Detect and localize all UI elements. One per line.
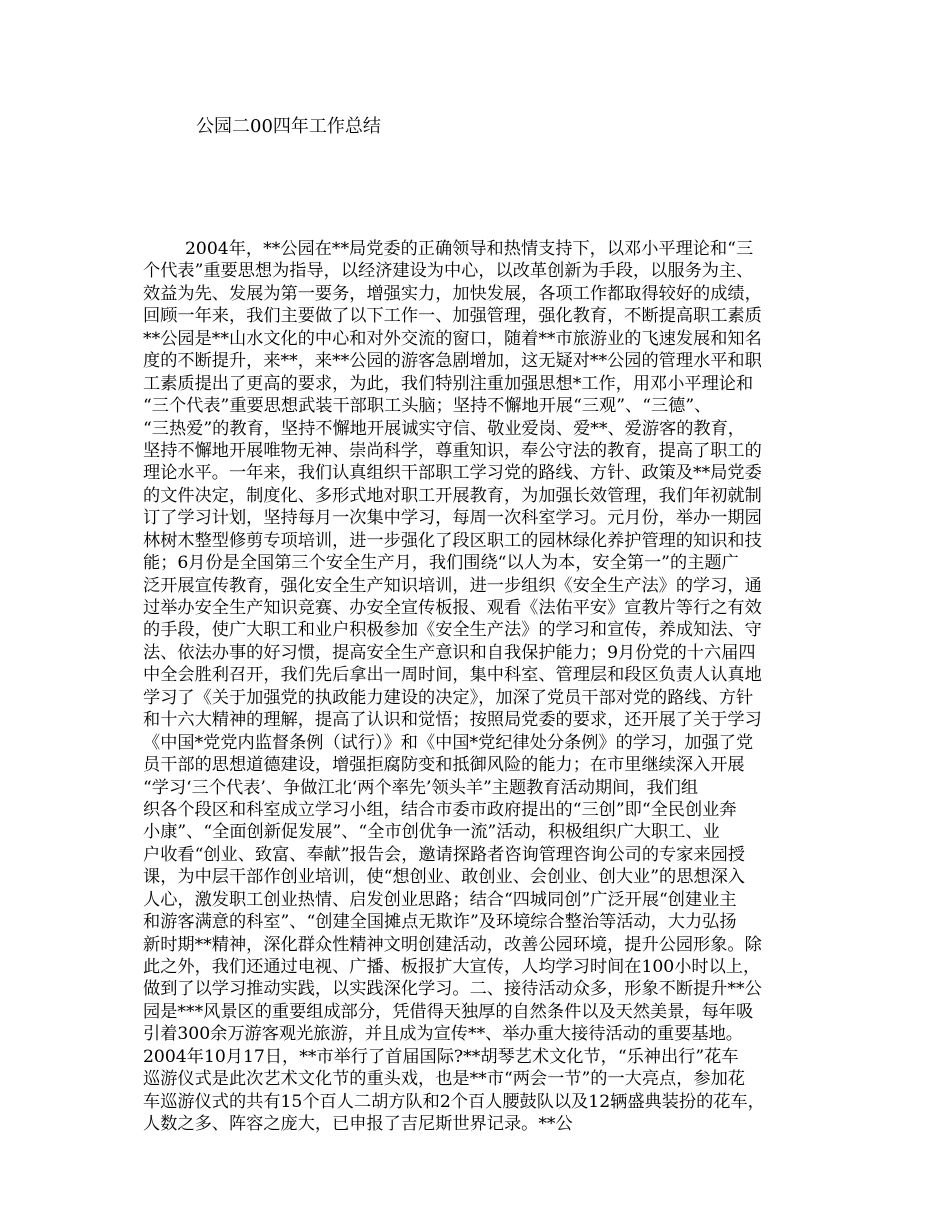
body-line: 2004年，**公园在**局党委的正确领导和热情支持下，以邓小平理论和“三 [185, 239, 754, 259]
body-line: “三个代表”重要思想武装干部职工头脑；坚持不懈地开展“三观”、“三德”、 [143, 396, 712, 417]
body-line: “学习‘三个代表’、争做江北‘两个率先’领头羊”主题教育活动期间，我们组 [143, 777, 699, 798]
body-line: 个代表”重要思想为指导，以经济建设为中心，以改革创新为手段，以服务为主、 [143, 261, 754, 282]
body-line: 人心，激发职工创业热情、启发创业思路；结合“四城同创”广泛开展“创建业主 [143, 889, 737, 910]
document-title: 公园二00四年工作总结 [196, 116, 381, 137]
body-line: 坚持不懈地开展唯物无神、崇尚科学，尊重知识，奉公守法的教育，提高了职工的 [143, 440, 762, 461]
body-line: 织各个段区和科室成立学习小组，结合市委市政府提出的“三创”即“全民创业奔 [143, 799, 737, 820]
body-line: 理论水平。一年来，我们认真组织干部职工学习党的路线、方针、政策及**局党委 [143, 463, 762, 484]
body-line: 的文件决定，制度化、多形式地对职工开展教育，为加强长效管理，我们年初就制 [143, 485, 762, 506]
body-line: 回顾一年来，我们主要做了以下工作一、加强管理，强化教育，不断提高职工素质 [143, 306, 762, 327]
body-line: 工素质提出了更高的要求，为此，我们特别注重加强思想*工作，用邓小平理论和 [143, 373, 754, 394]
body-line: 户收看“创业、致富、奉献”报告会，邀请探路者咨询管理咨询公司的专家来园授 [143, 844, 745, 865]
body-line: 做到了以学习推动实践，以实践深化学习。二、接待活动众多，形象不断提升**公 [143, 979, 762, 1000]
body-line: 度的不断提升，来**，来**公园的游客急剧增加，这无疑对**公园的管理水平和职 [143, 351, 762, 372]
body-line: 的手段，使广大职工和业户积极参加《安全生产法》的学习和宣传，养成知法、守 [143, 620, 762, 641]
body-line: 车巡游仪式的共有15个百人二胡方队和2个百人腰鼓队以及12辆盛典装扮的花车， [143, 1091, 765, 1112]
body-line: 2004年10月17日，**市举行了首届国际?**胡琴艺术文化节，“乐神出行”花车 [143, 1046, 739, 1067]
body-line: 人数之多、阵容之庞大，已申报了吉尼斯世界记录。**公 [143, 1114, 573, 1135]
body-line: 引着300余万游客观光旅游，并且成为宣传**、举办重大接待活动的重要基地。 [143, 1024, 743, 1045]
body-line: 和十六大精神的理解，提高了认识和觉悟；按照局党委的要求，还开展了关于学习 [143, 710, 762, 731]
body-line: 园是***风景区的重要组成部分，凭借得天独厚的自然条件以及天然美景，每年吸 [143, 1001, 754, 1022]
body-line: 能；6月份是全国第三个安全生产月，我们围绕“以人为本，安全第一”的主题广 [143, 553, 739, 574]
body-line: 过举办安全生产知识竞赛、办安全宣传板报、观看《法佑平安》宣教片等行之有效 [143, 598, 762, 618]
body-line: 《中国*党党内监督条例（试行）》和《中国*党纪律处分条例》的学习，加强了党 [143, 732, 754, 753]
body-line: 新时期**精神，深化群众性精神文明创建活动，改善公园环境，提升公园形象。除 [143, 934, 762, 955]
body-line: 课，为中层干部作创业培训，使“想创业、敢创业、会创业、创大业”的思想深入 [143, 867, 745, 888]
body-line: 泛开展宣传教育，强化安全生产知识培训，进一步组织《安全生产法》的学习，通 [143, 575, 762, 596]
body-line: 巡游仪式是此次艺术文化节的重头戏，也是**市“两会一节”的一大亮点，参加花 [143, 1069, 745, 1090]
body-line: 此之外，我们还通过电视、广播、板报扩大宣传，人均学习时间在100小时以上， [143, 957, 761, 977]
body-line: 员干部的思想道德建设，增强拒腐防变和抵御风险的能力；在市里继续深入开展 [143, 755, 745, 776]
body-line: 林树木整型修剪专项培训，进一步强化了段区职工的园林绿化养护管理的知识和技 [143, 530, 762, 551]
body-line: 订了学习计划，坚持每月一次集中学习，每周一次科室学习。元月份，举办一期园 [143, 508, 762, 529]
body-line: 学习了《关于加强党的执政能力建设的决定》，加深了党员干部对党的路线、方针 [143, 687, 754, 708]
body-line: “三热爱”的教育，坚持不懈地开展诚实守信、敬业爱岗、爱**、爱游客的教育， [143, 418, 745, 439]
body-line: **公园是**山水文化的中心和对外交流的窗口，随着**市旅游业的飞速发展和知名 [143, 328, 762, 349]
document-body [143, 238, 823, 1136]
body-line: 小康”、“全面创新促发展”、“全市创优争一流”活动，积极组织广大职工、业 [143, 822, 720, 843]
body-line: 中全会胜利召开，我们先后拿出一周时间，集中科室、管理层和段区负责人认真地 [143, 665, 762, 686]
body-line: 和游客满意的科室”、“创建全国摊点无欺诈”及环境综合整治等活动，大力弘扬 [143, 912, 737, 933]
body-line: 法、依法办事的好习惯，提高安全生产意识和自我保护能力；9月份党的十六届四 [143, 642, 756, 663]
body-line: 效益为先、发展为第一要务，增强实力，加快发展，各项工作都取得较好的成绩， [143, 283, 762, 304]
